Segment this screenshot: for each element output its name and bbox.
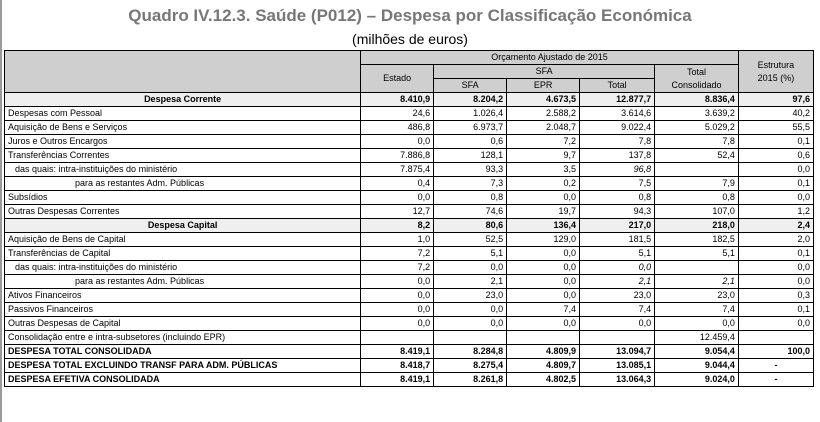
- cell-cons: 182,5: [655, 233, 739, 247]
- cell-total: 13.064,3: [580, 373, 655, 387]
- table-row: [5, 303, 814, 317]
- cell-est: 0,0: [738, 191, 813, 205]
- cell-estado: 0,0: [361, 317, 434, 331]
- cell-cons: 52,4: [655, 149, 739, 163]
- cell-sfa: 6.973,7: [434, 121, 507, 135]
- cell-est: 0,1: [738, 303, 813, 317]
- row-label: Despesas com Pessoal: [5, 107, 361, 121]
- cell-cons: [655, 163, 739, 177]
- cell-total: 13.085,1: [580, 359, 655, 373]
- cell-epr: 4.802,5: [507, 373, 580, 387]
- table-row: [5, 219, 814, 233]
- cell-sfa: 8.275,4: [434, 359, 507, 373]
- cell-est: 0,0: [738, 163, 813, 177]
- header-group: Orçamento Ajustado de 2015: [361, 51, 739, 65]
- cell-sfa: 8.204,2: [434, 93, 507, 107]
- table-row: [5, 261, 814, 275]
- cell-cons: 5.029,2: [655, 121, 739, 135]
- row-label: das quais: intra-instituições do ministério: [5, 163, 361, 177]
- cell-estado: 0,0: [361, 135, 434, 149]
- cell-estado: 7,2: [361, 247, 434, 261]
- table-row: [5, 135, 814, 149]
- cell-est: 2,0: [738, 233, 813, 247]
- row-label: Despesa Corrente: [5, 93, 361, 107]
- cell-total: 0,8: [580, 191, 655, 205]
- cell-total: 7,4: [580, 303, 655, 317]
- cell-cons: [655, 261, 739, 275]
- cell-total: 2,1: [580, 275, 655, 289]
- table-row: [5, 149, 814, 163]
- table-row: [5, 359, 814, 373]
- cell-epr: 9,7: [507, 149, 580, 163]
- cell-sfa: 0,0: [434, 303, 507, 317]
- cell-total: 23,0: [580, 289, 655, 303]
- cell-est: 40,2: [738, 107, 813, 121]
- table-row: [5, 191, 814, 205]
- cell-cons: 8.836,4: [655, 93, 739, 107]
- header-total-consolidado: [655, 65, 739, 93]
- cell-estado: 0,0: [361, 275, 434, 289]
- row-label: das quais: intra-instituições do ministério: [5, 261, 361, 275]
- table-row: [5, 163, 814, 177]
- cell-cons: 2,1: [655, 275, 739, 289]
- cell-cons: 107,0: [655, 205, 739, 219]
- table-body: [5, 93, 814, 387]
- header-estrutura-l1: Estrutura: [757, 59, 795, 70]
- header-total-consolidado-l1: Total: [687, 66, 707, 77]
- cell-sfa: 0,8: [434, 191, 507, 205]
- cell-sfa: 2,1: [434, 275, 507, 289]
- row-label: Outras Despesas Correntes: [5, 205, 361, 219]
- cell-cons: 7,8: [655, 135, 739, 149]
- cell-estado: 1,0: [361, 233, 434, 247]
- cell-total: 12.877,7: [580, 93, 655, 107]
- table-row: [5, 107, 814, 121]
- cell-total: 0,0: [580, 317, 655, 331]
- cell-est: -: [738, 373, 813, 387]
- cell-cons: 9.044,4: [655, 359, 739, 373]
- cell-est: 0,0: [738, 317, 813, 331]
- cell-sfa: 8.261,8: [434, 373, 507, 387]
- cell-cons: 9.054,4: [655, 345, 739, 359]
- row-label: Juros e Outros Encargos: [5, 135, 361, 149]
- cell-estado: [361, 331, 434, 345]
- row-label: para as restantes Adm. Públicas: [5, 275, 361, 289]
- cell-est: 1,2: [738, 205, 813, 219]
- table-row: [5, 317, 814, 331]
- cell-estado: 0,0: [361, 191, 434, 205]
- cell-est: 0,0: [738, 261, 813, 275]
- cell-total: 13.094,7: [580, 345, 655, 359]
- cell-epr: 4.809,7: [507, 359, 580, 373]
- table-row: [5, 121, 814, 135]
- row-label: Transferências Correntes: [5, 149, 361, 163]
- table-row: [5, 93, 814, 107]
- cell-cons: 0,8: [655, 191, 739, 205]
- cell-epr: 3,5: [507, 163, 580, 177]
- cell-estado: 24,6: [361, 107, 434, 121]
- header-sfa-sub: SFA: [434, 79, 507, 93]
- cell-est: 97,6: [738, 93, 813, 107]
- cell-total: [580, 331, 655, 345]
- header-epr: EPR: [507, 79, 580, 93]
- cell-est: 100,0: [738, 345, 813, 359]
- cell-epr: 0,0: [507, 261, 580, 275]
- row-label: para as restantes Adm. Públicas: [5, 177, 361, 191]
- cell-est: 0,1: [738, 247, 813, 261]
- cell-total: 7,5: [580, 177, 655, 191]
- cell-epr: 0,2: [507, 177, 580, 191]
- row-label: Aquisição de Bens e Serviços: [5, 121, 361, 135]
- cell-cons: 9.024,0: [655, 373, 739, 387]
- cell-sfa: 8.284,8: [434, 345, 507, 359]
- cell-estado: 7.875,4: [361, 163, 434, 177]
- page-subtitle: (milhões de euros): [352, 31, 468, 47]
- header-label-column: [5, 51, 361, 93]
- cell-estado: 8.419,1: [361, 345, 434, 359]
- cell-estado: 7,2: [361, 261, 434, 275]
- row-label: Ativos Financeiros: [5, 289, 361, 303]
- cell-est: [738, 331, 813, 345]
- cell-cons: 23,0: [655, 289, 739, 303]
- cell-total: 217,0: [580, 219, 655, 233]
- cell-sfa: 23,0: [434, 289, 507, 303]
- header-estado: Estado: [361, 65, 434, 93]
- cell-epr: 4.809,9: [507, 345, 580, 359]
- table-row: [5, 177, 814, 191]
- table-row: [5, 373, 814, 387]
- cell-epr: 0,0: [507, 191, 580, 205]
- header-estrutura: [738, 51, 813, 93]
- cell-epr: 129,0: [507, 233, 580, 247]
- row-label: DESPESA EFETIVA CONSOLIDADA: [5, 373, 361, 387]
- row-label: Passivos Financeiros: [5, 303, 361, 317]
- page-title: Quadro IV.12.3. Saúde (P012) – Despesa por Classificação Económica: [128, 6, 692, 25]
- cell-total: 96,8: [580, 163, 655, 177]
- cell-epr: 19,7: [507, 205, 580, 219]
- cell-cons: 218,0: [655, 219, 739, 233]
- cell-sfa: 5,1: [434, 247, 507, 261]
- cell-total: 5,1: [580, 247, 655, 261]
- cell-epr: 2.048,7: [507, 121, 580, 135]
- cell-sfa: 7,3: [434, 177, 507, 191]
- cell-cons: 0,0: [655, 317, 739, 331]
- cell-cons: 12.459,4: [655, 331, 739, 345]
- header-total: Total: [580, 79, 655, 93]
- cell-total: 9.022,4: [580, 121, 655, 135]
- expense-table: [4, 50, 814, 387]
- cell-estado: 0,0: [361, 303, 434, 317]
- table-row: [5, 275, 814, 289]
- cell-sfa: 0,0: [434, 317, 507, 331]
- header-sfa: SFA: [434, 65, 655, 79]
- row-label: DESPESA TOTAL EXCLUINDO TRANSF PARA ADM. PÚBLICAS: [5, 359, 361, 373]
- cell-total: 3.614,6: [580, 107, 655, 121]
- table-row: [5, 345, 814, 359]
- cell-epr: 7,2: [507, 135, 580, 149]
- cell-epr: 136,4: [507, 219, 580, 233]
- cell-total: 0,0: [580, 261, 655, 275]
- cell-estado: 0,0: [361, 289, 434, 303]
- cell-sfa: 93,3: [434, 163, 507, 177]
- cell-epr: 0,0: [507, 317, 580, 331]
- cell-estado: 486,8: [361, 121, 434, 135]
- row-label: Aquisição de Bens de Capital: [5, 233, 361, 247]
- header-estrutura-l2: 2015 (%): [757, 72, 795, 83]
- cell-total: 181,5: [580, 233, 655, 247]
- cell-epr: 7,4: [507, 303, 580, 317]
- table-row: [5, 233, 814, 247]
- cell-sfa: 80,6: [434, 219, 507, 233]
- cell-sfa: 1.026,4: [434, 107, 507, 121]
- cell-sfa: 0,0: [434, 261, 507, 275]
- row-label: Subsídios: [5, 191, 361, 205]
- cell-estado: 0,4: [361, 177, 434, 191]
- cell-epr: 4.673,5: [507, 93, 580, 107]
- cell-est: 0,3: [738, 289, 813, 303]
- cell-epr: 2.588,2: [507, 107, 580, 121]
- cell-cons: 5,1: [655, 247, 739, 261]
- cell-estado: 8.410,9: [361, 93, 434, 107]
- cell-total: 7,8: [580, 135, 655, 149]
- table-row: [5, 205, 814, 219]
- cell-epr: 0,0: [507, 247, 580, 261]
- row-label: DESPESA TOTAL CONSOLIDADA: [5, 345, 361, 359]
- cell-cons: 7,9: [655, 177, 739, 191]
- cell-est: 55,5: [738, 121, 813, 135]
- cell-estado: 8.419,1: [361, 373, 434, 387]
- header-total-consolidado-l2: Consolidado: [671, 79, 722, 90]
- cell-est: 0,1: [738, 135, 813, 149]
- cell-total: 137,8: [580, 149, 655, 163]
- left-border: [0, 0, 2, 422]
- table-row: [5, 331, 814, 345]
- cell-sfa: 74,6: [434, 205, 507, 219]
- cell-epr: 0,0: [507, 275, 580, 289]
- cell-est: 0,0: [738, 275, 813, 289]
- cell-epr: [507, 331, 580, 345]
- cell-total: 94,3: [580, 205, 655, 219]
- cell-epr: 0,0: [507, 289, 580, 303]
- cell-est: 2,4: [738, 219, 813, 233]
- cell-estado: 8.418,7: [361, 359, 434, 373]
- cell-sfa: 0,6: [434, 135, 507, 149]
- cell-sfa: 128,1: [434, 149, 507, 163]
- cell-cons: 3.639,2: [655, 107, 739, 121]
- row-label: Transferências de Capital: [5, 247, 361, 261]
- table-row: [5, 289, 814, 303]
- cell-cons: 7,4: [655, 303, 739, 317]
- cell-est: -: [738, 359, 813, 373]
- row-label: Outras Despesas de Capital: [5, 317, 361, 331]
- row-label: Consolidação entre e intra-subsetores (incluindo EPR): [5, 331, 361, 345]
- row-label: Despesa Capital: [5, 219, 361, 233]
- cell-estado: 7.886,8: [361, 149, 434, 163]
- cell-estado: 12,7: [361, 205, 434, 219]
- cell-est: 0,6: [738, 149, 813, 163]
- cell-sfa: [434, 331, 507, 345]
- cell-est: 0,1: [738, 177, 813, 191]
- table-row: [5, 247, 814, 261]
- cell-estado: 8,2: [361, 219, 434, 233]
- cell-sfa: 52,5: [434, 233, 507, 247]
